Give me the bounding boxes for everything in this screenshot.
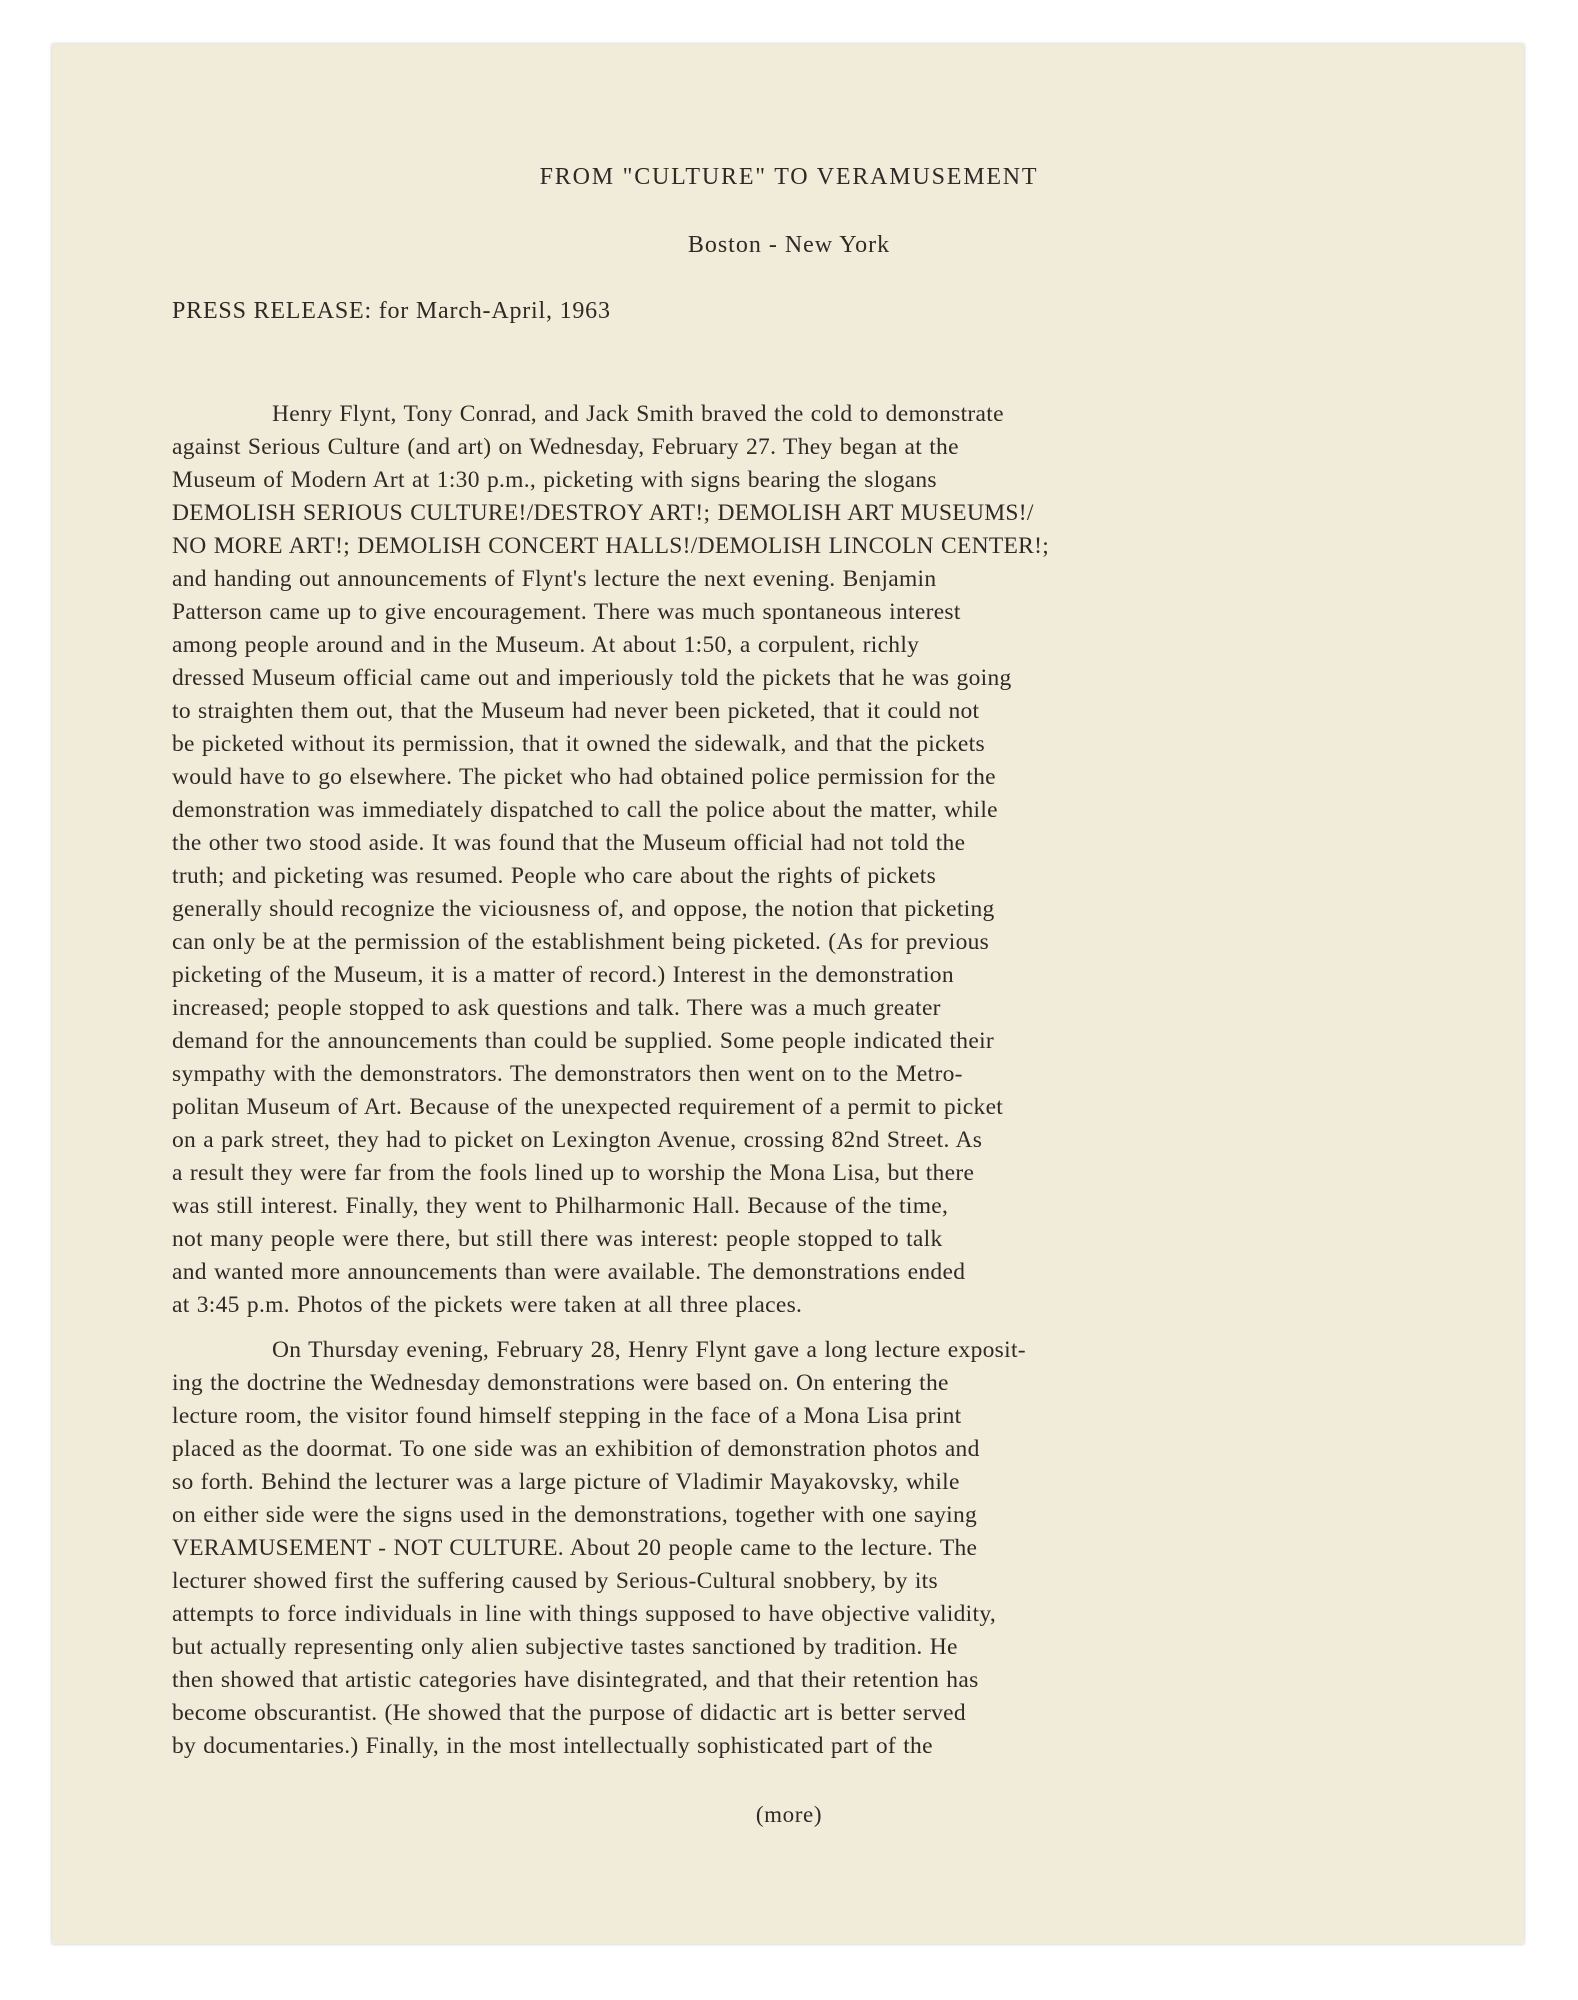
- text-line: against Serious Culture (and art) on Wednesday, February 27. They began at the: [172, 434, 959, 460]
- text-line: truth; and picketing was resumed. People who care about the rights of pickets: [172, 863, 937, 889]
- text-line: NO MORE ART!; DEMOLISH CONCERT HALLS!/DEMOLISH LINCOLN CENTER!;: [172, 533, 1050, 559]
- paragraph-lecture: [172, 1334, 1412, 1763]
- press-release-line: PRESS RELEASE: for March-April, 1963: [172, 298, 611, 324]
- text-line: then showed that artistic categories have disintegrated, and that their retention has: [172, 1667, 979, 1693]
- text-line: Museum of Modern Art at 1:30 p.m., picketing with signs bearing the slogans: [172, 467, 937, 493]
- text-line: can only be at the permission of the establishment being picketed. (As for previous: [172, 929, 990, 955]
- text-line: and handing out announcements of Flynt's lecture the next evening. Benjamin: [172, 566, 937, 592]
- text-line: DEMOLISH SERIOUS CULTURE!/DESTROY ART!; DEMOLISH ART MUSEUMS!/: [172, 500, 1034, 526]
- text-line: and wanted more announcements than were available. The demonstrations ended: [172, 1259, 966, 1285]
- text-line: not many people were there, but still there was interest: people stopped to talk: [172, 1226, 943, 1252]
- text-line: demonstration was immediately dispatched to call the police about the matter, while: [172, 797, 998, 823]
- text-line: lecture room, the visitor found himself stepping in the face of a Mona Lisa print: [172, 1403, 962, 1429]
- text-line: was still interest. Finally, they went to Philharmonic Hall. Because of the time,: [172, 1193, 949, 1219]
- text-line: attempts to force individuals in line with things supposed to have objective validity,: [172, 1601, 997, 1627]
- text-line: but actually representing only alien subjective tastes sanctioned by tradition. He: [172, 1634, 958, 1660]
- text-line: picketing of the Museum, it is a matter of record.) Interest in the demonstration: [172, 962, 954, 988]
- text-line: among people around and in the Museum. At about 1:50, a corpulent, richly: [172, 632, 920, 658]
- text-line: Henry Flynt, Tony Conrad, and Jack Smith braved the cold to demonstrate: [272, 401, 1004, 427]
- text-line: would have to go elsewhere. The picket who had obtained police permission for the: [172, 764, 996, 790]
- text-line: Patterson came up to give encouragement. There was much spontaneous interest: [172, 599, 961, 625]
- text-line: become obscurantist. (He showed that the purpose of didactic art is better served: [172, 1700, 966, 1726]
- text-line: by documentaries.) Finally, in the most intellectually sophisticated part of the: [172, 1733, 933, 1759]
- text-line: placed as the doormat. To one side was an exhibition of demonstration photos and: [172, 1436, 980, 1462]
- document-title: FROM "CULTURE" TO VERAMUSEMENT: [539, 164, 1039, 190]
- text-line: ing the doctrine the Wednesday demonstrations were based on. On entering the: [172, 1370, 949, 1396]
- continued-marker: (more): [755, 1802, 823, 1827]
- paragraph-demonstration: [172, 398, 1412, 1322]
- text-line: lecturer showed first the suffering caused by Serious-Cultural snobbery, by its: [172, 1568, 938, 1594]
- text-line: so forth. Behind the lecturer was a large picture of Vladimir Mayakovsky, while: [172, 1469, 960, 1495]
- text-line: sympathy with the demonstrators. The demonstrators then went on to the Metro-: [172, 1061, 963, 1087]
- text-line: the other two stood aside. It was found that the Museum official had not told the: [172, 830, 966, 856]
- text-line: increased; people stopped to ask questions and talk. There was a much greater: [172, 995, 941, 1021]
- text-line: a result they were far from the fools lined up to worship the Mona Lisa, but there: [172, 1160, 975, 1186]
- text-line: generally should recognize the viciousness of, and oppose, the notion that picketing: [172, 896, 995, 922]
- text-line: politan Museum of Art. Because of the unexpected requirement of a permit to picket: [172, 1094, 1004, 1120]
- document-subtitle: Boston - New York: [687, 232, 891, 258]
- text-line: to straighten them out, that the Museum had never been picketed, that it could not: [172, 698, 980, 724]
- text-line: On Thursday evening, February 28, Henry Flynt gave a long lecture exposit-: [272, 1337, 1026, 1363]
- text-line: at 3:45 p.m. Photos of the pickets were taken at all three places.: [172, 1292, 803, 1318]
- text-line: dressed Museum official came out and imperiously told the pickets that he was going: [172, 665, 1012, 691]
- text-line: on either side were the signs used in the demonstrations, together with one saying: [172, 1502, 978, 1528]
- text-line: demand for the announcements than could be supplied. Some people indicated their: [172, 1028, 995, 1054]
- text-line: VERAMUSEMENT - NOT CULTURE. About 20 people came to the lecture. The: [172, 1535, 978, 1561]
- text-line: be picketed without its permission, that it owned the sidewalk, and that the pickets: [172, 731, 985, 757]
- text-line: on a park street, they had to picket on Lexington Avenue, crossing 82nd Street. As: [172, 1127, 983, 1153]
